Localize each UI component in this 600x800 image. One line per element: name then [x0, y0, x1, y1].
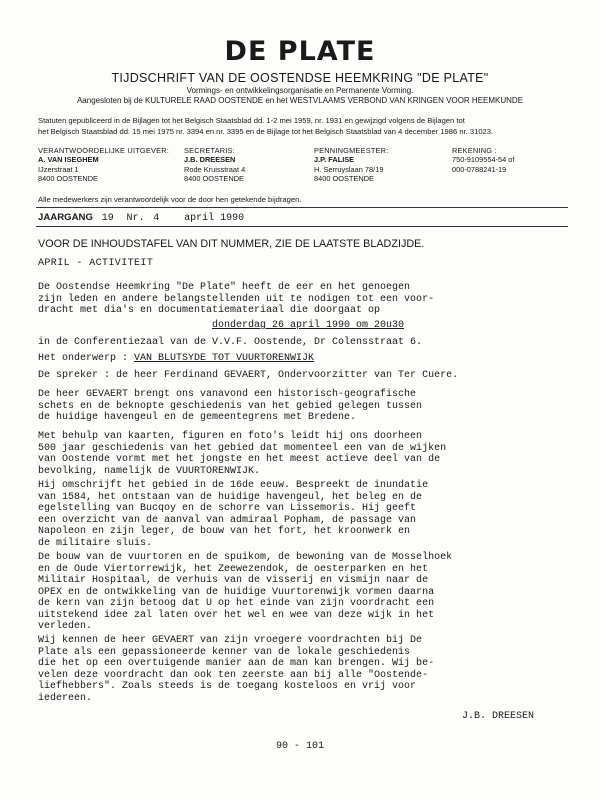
event-date: donderdag 26 april 1990 om 20u30 [211, 320, 405, 331]
section-title: APRIL - ACTIVITEIT [38, 258, 154, 269]
paragraph-line: velen deze voordracht dan ook ten zeerste aan bij alle "Oostende- [38, 669, 429, 681]
venue-line: in de Conferentiezaal van de V.V.F. Oostende, Dr Colensstraat 6. [38, 337, 423, 348]
paragraph-line: De bouw van de vuurtoren en de spuikom, de bewoning van de Mosselhoek [38, 552, 453, 563]
issue-date: april 1990 [184, 213, 245, 224]
affiliation-line: Aangesloten bij de KULTURELE RAAD OOSTENDE en het WESTVLAAMS VERBOND VAN KRINGEN VOOR HEEMKUNDE [76, 96, 524, 105]
event-date-line [38, 320, 578, 332]
paragraph-line: de huidige havengeul en de gemeentegrens met Bredene. [38, 412, 357, 423]
paragraph-line: zijn leden en andere belangstellenden uit te nodigen tot een voor- [38, 293, 435, 305]
paragraph-line: van 1584, het ontstaan van de huidige havengeul, het beleg en de [38, 491, 423, 503]
secretary-street: Rode Kruisstraat 4 [184, 164, 246, 174]
speaker-line: De spreker : de heer Ferdinand GEVAERT, Ondervoorzitter van Ter Cuere. [38, 370, 459, 381]
paragraph-line: Met behulp van kaarten, figuren en foto's leidt hij ons doorheen [38, 431, 423, 442]
paragraph-line: OPEX en de ontwikkeling van de huidige Vuurtorenwijk vormen daarna [38, 586, 435, 598]
account-role: REKENING : [452, 146, 497, 155]
treasurer-role: PENNINGMEESTER: [314, 146, 389, 155]
paragraph-line: Plate als een gepassioneerde kenner van de lokale geschiedenis [38, 646, 411, 658]
publisher-city: 8400 OOSTENDE [38, 173, 98, 183]
masthead-subtitle: TIJDSCHRIFT VAN DE OOSTENDSE HEEMKRING "DE PLATE" [111, 71, 489, 85]
paragraph-line: verleden. [38, 621, 93, 632]
jaargang-label: JAARGANG [38, 212, 93, 223]
paragraph-line: De heer GEVAERT brengt ons vanavond een historisch-geografische [38, 389, 417, 400]
paragraph-line: De Oostendse Heemkring "De Plate" heeft de eer en het genoegen [38, 282, 411, 293]
header-divider-bottom [36, 226, 568, 227]
paragraph-line: iedereen. [38, 692, 93, 704]
issue-number-value: 4 [153, 213, 160, 224]
paragraph-sixteenth-century [38, 480, 578, 549]
paragraph-line: die het op een overtuigende manier aan de man kan brengen. Wij be- [38, 658, 435, 669]
treasurer-street: H. Serruyslaan 78/19 [314, 164, 384, 174]
paragraph-recommendation [38, 635, 578, 704]
jaargang-value: 19 [101, 213, 114, 224]
paragraph-line: Hij omschrijft het gebied in de 16de eeuw. Bespreekt de inundatie [38, 480, 429, 491]
secretary-name: J.B. DREESEN [184, 155, 236, 165]
treasurer-city: 8400 OOSTENDE [314, 173, 374, 183]
organization-line: Vormings- en ontwikkelingsorganisatie en Permanente Vorming. [186, 86, 414, 95]
paragraph-line: uitstekend idee zal laten over het wel en wee van deze wijk in het [38, 609, 435, 621]
topic-label: Het onderwerp : [38, 353, 129, 364]
topic-line [38, 353, 578, 365]
secretary-city: 8400 OOSTENDE [184, 173, 244, 183]
paragraph-line: egelstelling van Bucqoy en de schorre van Lissemoris. Hij geeft [38, 503, 417, 514]
paragraph-line: de militaire sluis. [38, 537, 153, 549]
statute-note [38, 116, 568, 137]
paragraph-line: schets en de beknopte geschiedenis van het gebied gelegen tussen [38, 400, 423, 412]
paragraph-overview [38, 389, 578, 424]
treasurer-contact [314, 146, 388, 183]
publisher-contact [38, 146, 169, 183]
account-number-2: 000-0788241-19 [452, 164, 507, 174]
paragraph-line: dracht met dia's en documentatiemateriaal die doorgaat op [38, 305, 381, 316]
paragraph-line: bevolking, namelijk de VUURTORENWIJK. [38, 465, 261, 477]
paragraph-line: 500 jaar geschiedenis van het gebied dat momenteel een van de wijken [38, 442, 447, 454]
account-number-1: 750-9109554-54 of [452, 155, 515, 165]
secretary-contact [184, 146, 245, 183]
paragraph-line: en de Oude Viertorrewijk, het Zeewezendok, de oesterparken en het [38, 563, 429, 575]
paragraph-history [38, 431, 578, 477]
masthead-title: DE PLATE [224, 36, 376, 67]
responsibility-note: Alle medewerkers zijn verantwoordelijk voor de door hen getekende bijdragen. [38, 195, 302, 204]
topic-value: VAN BLUTSYDE TOT VUURTORENWIJK [134, 353, 315, 364]
issue-number-label: Nr. [126, 213, 145, 224]
paragraph-line: de kern van zijn betoog dat U op het einde van zijn voordracht een [38, 598, 435, 609]
issue-line [38, 212, 244, 224]
paragraph-line: Wij kennen de heer GEVAERT van zijn vroegere voordrachten bij De [38, 635, 423, 646]
publisher-name: A. VAN ISEGHEM [38, 155, 99, 165]
paragraph-line: Militair Hospitaal, de verhuis van de visserij en vismijn naar de [38, 575, 429, 586]
account-contact [452, 146, 514, 174]
treasurer-name: J.P. FALISE [314, 155, 355, 165]
secretary-role: SECRETARIS: [184, 146, 235, 155]
paragraph-line: van Oostende vormt met het jongste en het meest actieve deel van de [38, 454, 441, 465]
page-number: 90 - 101 [275, 741, 324, 752]
toc-note: VOOR DE INHOUDSTAFEL VAN DIT NUMMER, ZIE DE LAATSTE BLADZIJDE. [38, 238, 425, 250]
paragraph-lighthouse [38, 552, 578, 633]
paragraph-line: liefhebbers". Zoals steeds is de toegang kosteloos en vrij voor [38, 681, 417, 692]
statute-line-2: het Belgisch Staatsblad dd. 15 mei 1975 nr. 3394 en nr. 3395 en de Bijlage tot het Belgisch Staatsblad van 4 december 1986 nr. 31023. [38, 126, 494, 136]
statute-line-1: Statuten gepubliceerd in de Bijlagen tot het Belgisch Staatsblad dd. 1-2 mei 1959, nr. 1931 en gewijzigd volgens de Bijlagen tot [38, 116, 465, 125]
paragraph-line: Napoleon en zijn leger, de bouw van het fort, het kroonwerk en [38, 526, 411, 537]
header-divider-top [36, 207, 568, 208]
paragraph-line: een overzicht van de aanval van admiraal Popham, de passage van [38, 514, 417, 526]
paragraph-invitation [38, 282, 578, 317]
publisher-street: IJzerstraat 1 [38, 164, 79, 174]
publisher-role: VERANTWOORDELIJKE UITGEVER: [38, 146, 170, 155]
signature: J.B. DREESEN [462, 711, 535, 722]
